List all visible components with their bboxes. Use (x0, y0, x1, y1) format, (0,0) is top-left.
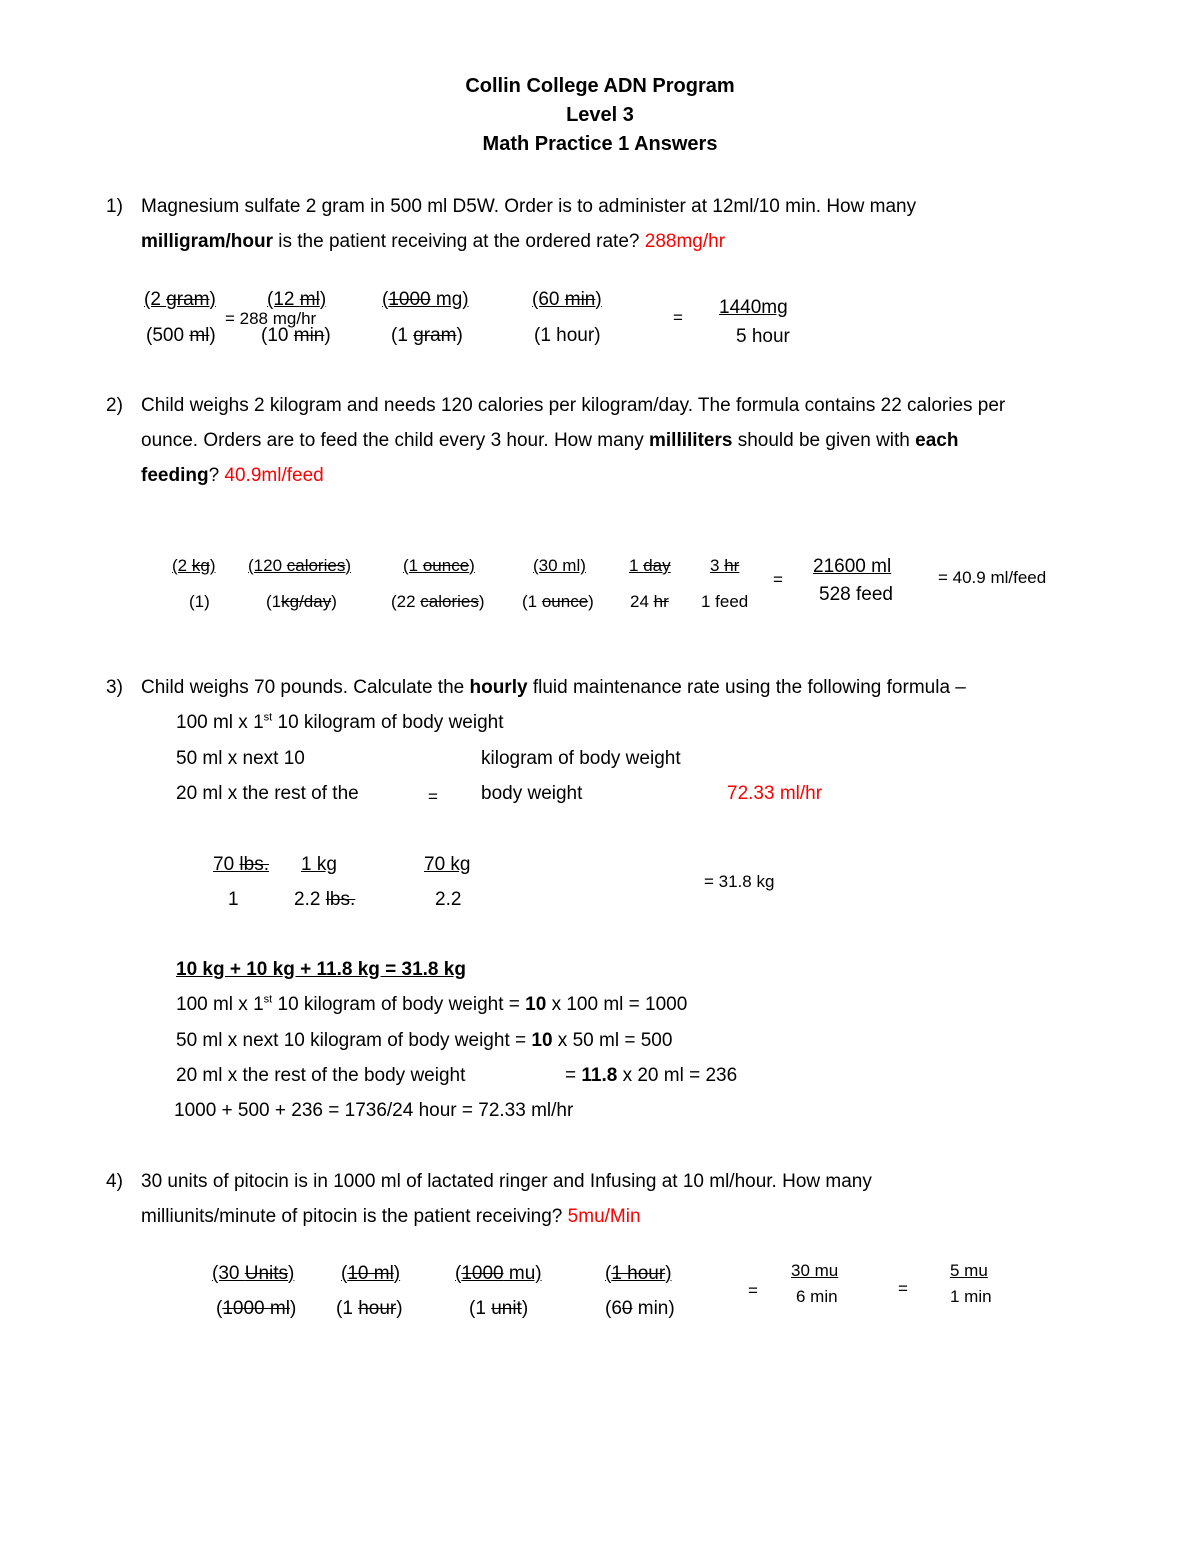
q3-formula-row3a: 20 ml x the rest of the (176, 783, 359, 804)
q4-num1: (30 Units) (212, 1263, 295, 1284)
q4-result2-den: 1 min (950, 1287, 992, 1306)
q3-calc-row3a: 20 ml x the rest of the body weight (176, 1065, 466, 1086)
q2-line3: feeding? 40.9ml/feed (141, 465, 324, 486)
q4-den2: (1 hour) (336, 1298, 403, 1319)
q2-num5: 1 day (629, 556, 671, 575)
q1-equals: = (673, 308, 683, 327)
q2-result-num: 21600 ml (813, 556, 892, 577)
q2-equals: = (773, 570, 783, 589)
q4-equals-2: = (898, 1279, 908, 1298)
q3-formula-row3b: body weight (481, 783, 583, 804)
q3-calc-row1: 100 ml x 1st 10 kilogram of body weight = 10 x 100 ml = 1000 (176, 993, 688, 1015)
q4-line2: milliunits/minute of pitocin is the patient receiving? 5mu/Min (141, 1206, 641, 1227)
q3-number: 3) (106, 677, 123, 698)
q2-answer: 40.9ml/feed (224, 465, 324, 486)
q3-calc-total: 1000 + 500 + 236 = 1736/24 hour = 72.33 ml/hr (174, 1100, 574, 1121)
q1-overlay-result: = 288 mg/hr (225, 309, 317, 328)
q3-den3: 2.2 (435, 889, 462, 910)
q1-den3: (1 gram) (391, 325, 463, 346)
q3-sum: 10 kg + 10 kg + 11.8 kg = 31.8 kg (176, 959, 466, 980)
q3-formula-equals: = (428, 787, 438, 806)
q4-result2-num: 5 mu (950, 1261, 988, 1280)
q3-num3: 70 kg (424, 854, 471, 875)
q2-num4: (30 ml) (533, 556, 586, 575)
q4-number: 4) (106, 1171, 123, 1192)
q3-den1: 1 (228, 889, 239, 910)
q3-calc-row3b: = 11.8 x 20 ml = 236 (565, 1065, 738, 1086)
q1-num3: (1000 mg) (382, 289, 469, 310)
q1-den2: (10 min) (261, 325, 331, 346)
q1-line2: milligram/hour is the patient receiving at the ordered rate? 288mg/hr (141, 231, 726, 252)
doc-title: Collin College ADN Program (465, 75, 735, 97)
q2-den6: 1 feed (701, 592, 749, 611)
q3-formula-row2a: 50 ml x next 10 (176, 748, 305, 769)
q2-den1: (1) (189, 592, 210, 611)
q3-num2: 1 kg (301, 854, 337, 875)
q1-result-den: 5 hour (736, 326, 790, 347)
q4-result1-den: 6 min (796, 1287, 838, 1306)
q4-num3: (1000 mu) (455, 1263, 542, 1284)
q3-formula-row2b: kilogram of body weight (481, 748, 681, 769)
q3-calc-row2: 50 ml x next 10 kilogram of body weight = 10 x 50 ml = 500 (176, 1030, 673, 1051)
q2-num1: (2 kg) (172, 556, 216, 575)
q1-answer: 288mg/hr (644, 231, 726, 252)
q3-answer: 72.33 ml/hr (727, 783, 823, 804)
q1-result-num: 1440mg (719, 297, 788, 318)
q2-result-den: 528 feed (819, 584, 893, 605)
q2-line1: Child weighs 2 kilogram and needs 120 calories per kilogram/day. The formula contains 22 calories per (141, 395, 1006, 416)
q1-number: 1) (106, 196, 123, 217)
q3-formula-row1: 100 ml x 1st 10 kilogram of body weight (176, 711, 504, 733)
q4-num4: (1 hour) (605, 1263, 672, 1284)
q4-num2: (10 ml) (341, 1263, 401, 1284)
q1-den4: (1 hour) (534, 325, 601, 346)
q2-line2: ounce. Orders are to feed the child every 3 hour. How many milliliters should be given with each (141, 430, 959, 451)
q4-line1: 30 units of pitocin is in 1000 ml of lactated ringer and Infusing at 10 ml/hour. How many (141, 1171, 872, 1192)
q3-num1: 70 lbs. (213, 854, 269, 875)
doc-subtitle: Math Practice 1 Answers (482, 133, 718, 155)
q3-conversion-result: = 31.8 kg (704, 872, 775, 891)
q4-den1: (1000 ml) (216, 1298, 297, 1319)
q4-result1-num: 30 mu (791, 1261, 839, 1280)
q4-den4: (60 min) (605, 1298, 675, 1319)
q4-answer: 5mu/Min (567, 1206, 641, 1227)
q2-number: 2) (106, 395, 123, 416)
q2-num2: (120 calories) (248, 556, 352, 575)
q1-num2: (12 ml) (267, 289, 327, 310)
q3-line1: Child weighs 70 pounds. Calculate the hourly fluid maintenance rate using the following formula – (141, 677, 966, 698)
q4-equals-1: = (748, 1281, 758, 1300)
q2-final-result: = 40.9 ml/feed (938, 568, 1047, 587)
q1-den1: (500 ml) (146, 325, 216, 346)
q1-line1: Magnesium sulfate 2 gram in 500 ml D5W. Order is to administer at 12ml/10 min. How many (141, 196, 917, 217)
q4-den3: (1 unit) (469, 1298, 529, 1319)
q2-den3: (22 calories) (391, 592, 485, 611)
doc-level: Level 3 (566, 104, 634, 126)
q1-num1: (2 gram) (144, 289, 216, 310)
q2-den5: 24 hr (630, 592, 669, 611)
q1-num4: (60 min) (532, 289, 602, 310)
q2-den2: (1kg/day) (266, 592, 337, 611)
q2-den4: (1 ounce) (522, 592, 594, 611)
q2-num3: (1 ounce) (403, 556, 475, 575)
q2-num6: 3 hr (710, 556, 740, 575)
q3-den2: 2.2 lbs. (294, 889, 356, 910)
